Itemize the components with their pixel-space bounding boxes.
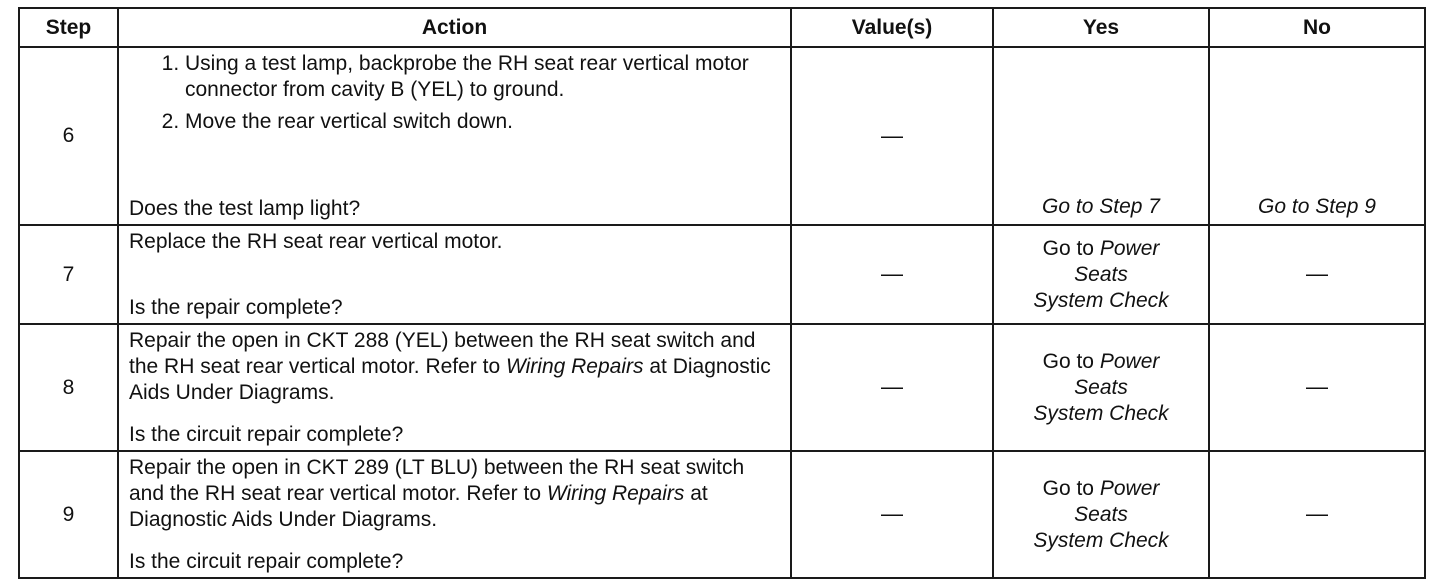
value-dash: —	[881, 122, 903, 148]
header-no: No	[1209, 8, 1425, 47]
no-dash: —	[1306, 374, 1328, 399]
value-dash: —	[881, 374, 903, 399]
wiring-repairs-reference[interactable]: Wiring Repairs	[546, 482, 685, 505]
yes-link-power: Power	[1099, 236, 1160, 260]
yes-goto-link[interactable]	[994, 349, 1208, 427]
yes-link-seats: Seats	[1074, 262, 1128, 286]
table-row	[19, 47, 1425, 225]
value-dash: —	[881, 501, 903, 526]
action-question: Is the repair complete?	[129, 296, 343, 319]
table-row	[19, 451, 1425, 578]
header-step: Step	[19, 8, 118, 47]
action-cell	[118, 451, 791, 578]
header-yes: Yes	[993, 8, 1209, 47]
action-text-part: Repair the open in CKT 289 (LT BLU) between the RH seat switch and the RH seat rear vertical motor. Refer to	[129, 456, 745, 505]
yes-link-system-check: System Check	[1033, 401, 1169, 425]
yes-goto-link[interactable]: Go to Step 7	[1042, 195, 1160, 218]
yes-cell	[993, 47, 1209, 225]
action-steps-list	[129, 51, 780, 135]
action-cell	[118, 324, 791, 451]
value-cell	[791, 225, 993, 324]
table-row	[19, 324, 1425, 451]
step-number: 8	[19, 324, 118, 451]
yes-link-power: Power	[1099, 476, 1160, 500]
no-goto-link[interactable]: Go to Step 9	[1258, 195, 1376, 218]
action-text: Replace the RH seat rear vertical motor.	[129, 230, 503, 253]
step-number: 7	[19, 225, 118, 324]
yes-link-seats: Seats	[1074, 375, 1128, 399]
yes-link-system-check: System Check	[1033, 528, 1169, 552]
value-dash: —	[881, 261, 903, 286]
yes-goto-link[interactable]	[994, 476, 1208, 554]
yes-goto-prefix: Go to	[1042, 349, 1094, 373]
action-cell	[118, 225, 791, 324]
no-cell	[1209, 451, 1425, 578]
value-cell	[791, 324, 993, 451]
header-action: Action	[118, 8, 791, 47]
action-text	[129, 328, 780, 406]
action-text-part: Repair the open in CKT 288 (YEL) between the RH seat switch and the RH seat rear vertical motor. Refer to	[129, 329, 756, 378]
value-cell	[791, 451, 993, 578]
list-item: 1. Using a test lamp, backprobe the RH seat rear vertical motor connector from cavity B (YEL) to ground.	[185, 51, 780, 103]
value-cell	[791, 47, 993, 225]
no-dash: —	[1306, 501, 1328, 526]
action-question: Is the circuit repair complete?	[129, 423, 404, 446]
no-cell	[1209, 225, 1425, 324]
yes-goto-link[interactable]	[994, 236, 1208, 314]
diagnostic-table	[18, 7, 1426, 579]
table-row	[19, 225, 1425, 324]
yes-cell	[993, 225, 1209, 324]
yes-link-power: Power	[1099, 349, 1160, 373]
yes-goto-prefix: Go to	[1042, 236, 1094, 260]
step-number: 6	[19, 47, 118, 225]
yes-goto-prefix: Go to	[1042, 476, 1094, 500]
yes-link-system-check: System Check	[1033, 288, 1169, 312]
yes-cell	[993, 324, 1209, 451]
action-text	[129, 455, 780, 533]
list-item: 2. Move the rear vertical switch down.	[185, 109, 780, 135]
header-values: Value(s)	[791, 8, 993, 47]
header-row	[19, 8, 1425, 47]
no-cell	[1209, 47, 1425, 225]
wiring-repairs-reference[interactable]: Wiring Repairs	[505, 355, 644, 378]
action-cell	[118, 47, 791, 225]
action-question: Is the circuit repair complete?	[129, 550, 404, 573]
action-question: Does the test lamp light?	[129, 197, 361, 220]
action-text-part: at Diagnostic Aids Under Diagrams.	[129, 355, 771, 404]
no-cell	[1209, 324, 1425, 451]
step-number: 9	[19, 451, 118, 578]
yes-link-seats: Seats	[1074, 502, 1128, 526]
no-dash: —	[1306, 261, 1328, 286]
action-text-part: at Diagnostic Aids Under Diagrams.	[129, 482, 708, 531]
yes-cell	[993, 451, 1209, 578]
